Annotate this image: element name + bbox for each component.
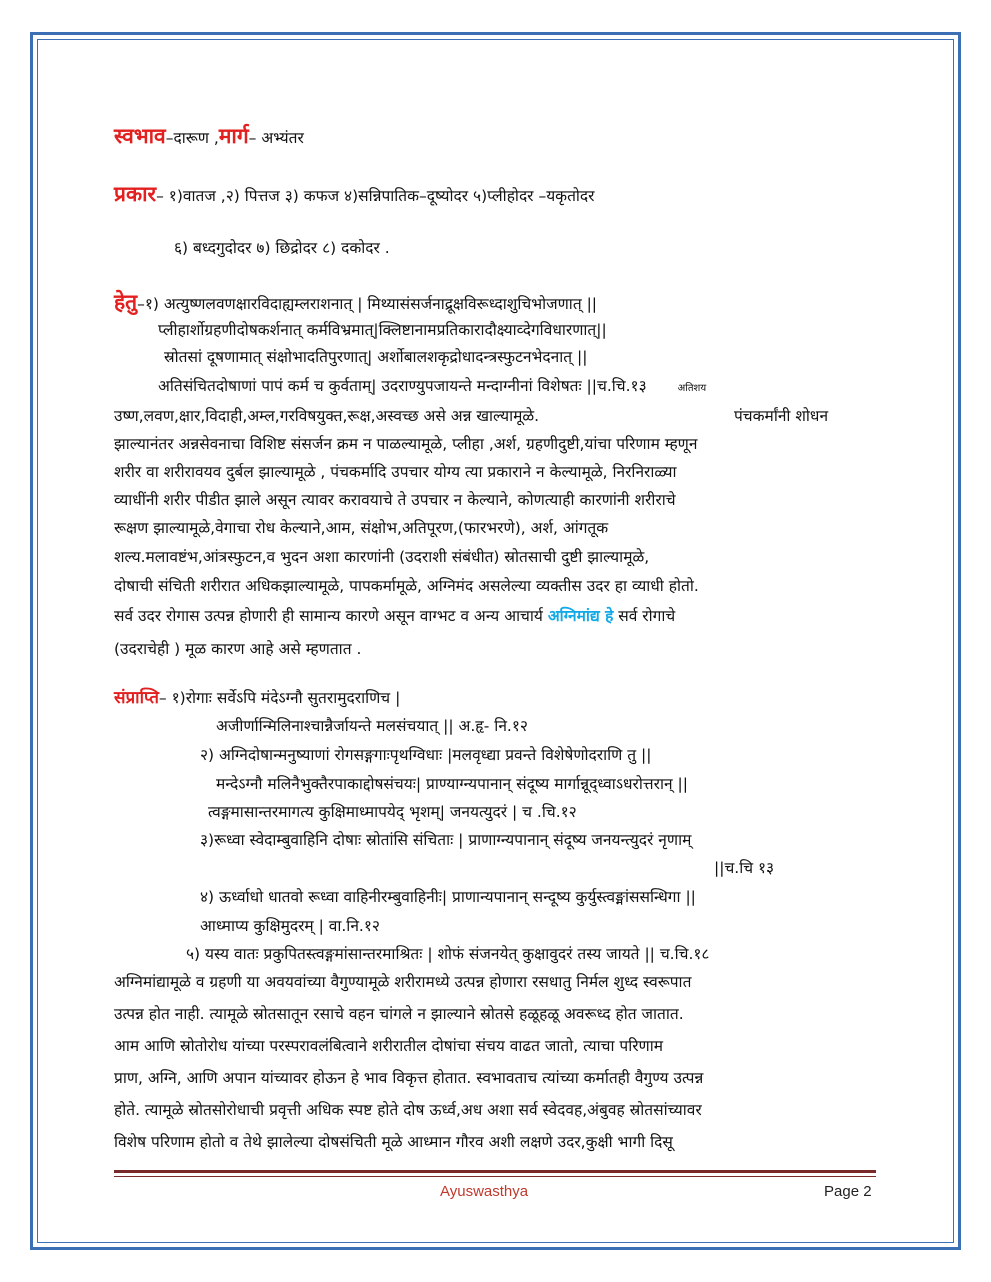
footer-rule — [114, 1170, 876, 1173]
text-line: २) अग्निदोषान्मनुष्याणां रोगसङ्गगाःपृथग्विधाः |मलवृध्द्या प्रवन्ते विशेषेणोदराणि तु || — [200, 746, 652, 764]
page-number: Page 2 — [824, 1183, 872, 1200]
text-line: सर्व उदर रोगास उत्पन्न होणारी ही सामान्य कारणे असून वाग्भट व अन्य आचार्य अग्निमांद्य हे सर्व रोगाचे — [114, 607, 676, 625]
heading-samprapti: संप्राप्ति — [114, 688, 159, 708]
text-line: उष्ण,लवण,क्षार,विदाही,अम्ल,गरविषयुक्त,रूक्ष,अस्वच्छ असे अन्न खाल्यामूळे. — [114, 407, 540, 425]
text-line: आम आणि स्रोतोरोध यांच्या परस्परावलंबित्वाने शरीरातील दोषांचा संचय वाढत जातो, त्याचा परिणाम — [114, 1037, 664, 1055]
highlight-agnimandya: अग्निमांद्य हे — [547, 607, 614, 625]
margin-note: अतिशय — [677, 383, 707, 394]
text-line: होते. त्यामूळे स्रोतसोरोधाची प्रवृत्ती अधिक स्पष्ट होते दोष ऊर्ध्व,अध अशा सर्व स्वेदवह,अंबुवह स्रोतसांच्यावर — [114, 1101, 702, 1119]
text-line: शल्य.मलावष्टंभ,आंत्रस्फुटन,व भुदन अशा कारणांनी (उदराशी संबंधीत) स्रोतसाची दुष्टी झाल्यामूळे, — [114, 548, 650, 566]
text-line: झाल्यानंतर अन्नसेवनाचा विशिष्ट संसर्जन क्रम न पाळल्यामूळे, प्लीहा ,अर्श, ग्रहणीदुष्टी,यांचा परिणाम म्हणून — [114, 435, 698, 453]
text-line: त्वङ्गमासान्तरमागत्य कुक्षिमाध्मापयेद् भृशम्| जनयत्युदरं | च .चि.१२ — [208, 803, 577, 821]
text-line-tail: पंचकर्मांनी शोधन — [734, 407, 829, 425]
text-line: व्याधींनी शरीर पीडीत झाले असून त्यावर करावयाचे ते उपचार न केल्याने, कोणत्याही कारणांनी शरीराचे — [114, 491, 676, 509]
text-line: अजीर्णान्मिलिनाश्चान्नैर्जायन्ते मलसंचयात् || अ.हृ- नि.१२ — [216, 717, 528, 735]
text-line: ६) बध्दगुदोदर ७) छिद्रोदर ८) दकोदर . — [174, 239, 390, 257]
text-line: प्राण, अग्नि, आणि अपान यांच्यावर होऊन हे भाव विकृत्त होतात. स्वभावताच त्यांच्या कर्मातही वैगुण्य उत्पन्न — [114, 1069, 704, 1087]
heading-swabhav: स्वभाव — [114, 124, 166, 148]
hetu-line: हेतु–१) अत्युष्णलवणक्षारविदाह्यम्लराशनात् | मिथ्यासंसर्जनाद्रूक्षविरूध्दाशुचिभोजणात् || — [114, 290, 598, 314]
text-line: ४) ऊर्ध्वाधो धातवो रूध्वा वाहिनीरम्बुवाहिनीः| प्राणान्यपानान् सन्दूष्य कुर्युस्त्वङ्मांससन्धिगा || — [200, 888, 696, 906]
text-line: स्रोतसां दूषणामात् संक्षोभादतिपुरणात्| अर्शोबालशकृद्रोधादन्त्रस्फुटनभेदनात् || — [164, 348, 588, 366]
text-line: ५) यस्य वातः प्रकुपितस्त्वङ्गमांसान्तरमाश्रितः | शोफं संजनयेत् कुक्षावुदरं तस्य जायते || च.चि.१८ — [186, 945, 710, 963]
swabhav-line: स्वभाव–दारूण ,मार्ग– अभ्यंतर — [114, 124, 304, 148]
footer-title: Ayuswasthya — [440, 1183, 529, 1200]
heading-marg: मार्ग — [218, 124, 249, 148]
text-line: (उदराचेही ) मूळ कारण आहे असे म्हणतात . — [114, 640, 362, 658]
text-line: अग्निमांद्यामूळे व ग्रहणी या अवयवांच्या वैगुण्यामूळे शरीरामध्ये उत्पन्न होणारा रसधातु निर्मल शुध्द स्वरूपात — [114, 973, 692, 991]
text-line: मन्देऽग्नौ मलिनैभुक्तैरपाकाद्दोषसंचयः| प्राण्याग्न्यपानान् संदूष्य मार्गान्नूद्ध्वाऽधरोत्तरान् || — [216, 775, 688, 793]
samprapti-line: संप्राप्ति– १)रोगाः सर्वेऽपि मंदेऽग्नौ सुतरामुदराणिच | — [114, 688, 401, 708]
text-line: विशेष परिणाम होतो व तेथे झालेल्या दोषसंचिती मूळे आध्मान गौरव अशी लक्षणे उदर,कुक्षी भागी दिसू — [114, 1133, 673, 1151]
text-line: उत्पन्न होत नाही. त्यामूळे स्रोतसातून रसाचे वहन चांगले न झाल्याने स्रोतसे हळूहळू अवरूध्द होत जातात. — [114, 1005, 684, 1023]
text-line: प्लीहार्शोग्रहणीदोषकर्शनात् कर्मविभ्रमात्|क्लिष्टानामप्रतिकारादौक्ष्याव्देगविधारणात्|| — [158, 321, 607, 339]
text-line: रूक्षण झाल्यामूळे,वेगाचा रोध केल्याने,आम, संक्षोभ,अतिपूरण,(फारभरणे), अर्श, आंगतूक — [114, 519, 609, 537]
heading-hetu: हेतु — [114, 290, 138, 314]
heading-prakar: प्रकार — [114, 182, 157, 206]
text-line: दोषाची संचिती शरीरात अधिकझाल्यामूळे, पापकर्मामूळे, अग्निमंद असलेल्या व्यक्तीस उदर हा व्याधी होतो. — [114, 577, 699, 595]
prakar-line: प्रकार– १)वातज ,२) पित्तज ३) कफज ४)सन्निपातिक–दूष्योदर ५)प्लीहोदर –यकृतोदर — [114, 182, 595, 206]
text-line: अतिसंचितदोषाणां पापं कर्म च कुर्वताम्| उदराण्युपजायन्ते मन्दाग्नीनां विशेषतः ||च.चि.१३ अतिशय — [158, 377, 707, 395]
footer-rule-thin — [114, 1176, 876, 1177]
text-line: ||च.चि १३ — [714, 859, 775, 877]
text-line: शरीर वा शरीरावयव दुर्बल झाल्यामूळे , पंचकर्मादि उपचार योग्य त्या प्रकाराने न केल्यामूळे, निरनिराळ्या — [114, 463, 677, 481]
text-line: ३)रूध्वा स्वेदाम्बुवाहिनि दोषाः स्रोतांसि संचिताः | प्राणाग्न्यपानान् संदूष्य जनयन्त्युदरं नृणाम् — [200, 831, 692, 849]
text-line: आध्माप्य कुक्षिमुदरम् | वा.नि.१२ — [200, 917, 380, 935]
